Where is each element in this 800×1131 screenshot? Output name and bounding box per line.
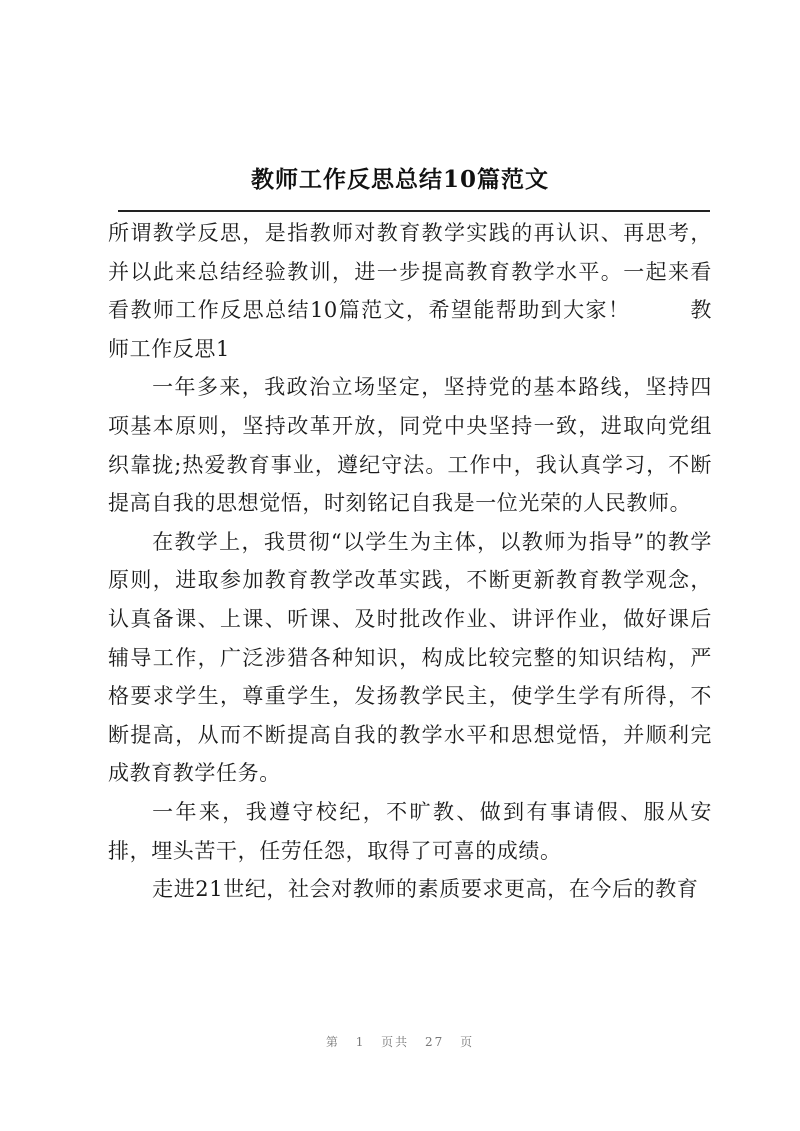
document-title: 教师工作反思总结10篇范文: [250, 166, 549, 193]
intro-text: 所谓教学反思，是指教师对教育教学实践的再认识、再思考，并以此来总结经验教训，进一步提高教育教学水平。一起来看看教师工作反思总结10篇范文，希望能帮助到大家！: [108, 221, 712, 323]
document-body: [108, 214, 712, 909]
section-heading: 教师工作反思1: [108, 298, 712, 361]
footer-total-pages: 27: [425, 1035, 445, 1049]
intro-paragraph: [108, 214, 712, 368]
title-underline: [118, 210, 710, 212]
body-paragraph-1: 一年多来，我政治立场坚定，坚持党的基本路线，坚持四项基本原则，坚持改革开放，同党中央坚持一致，进取向党组织靠拢;热爱教育事业，遵纪守法。工作中，我认真学习，不断提高自我的思想觉悟，时刻铭记自我是一位光荣的人民教师。: [108, 375, 712, 516]
footer-label-of: 页共: [381, 1035, 410, 1049]
body-paragraph-4: 走进21世纪，社会对教师的素质要求更高，在今后的教育: [152, 877, 699, 902]
footer-label-pages: 页: [460, 1035, 475, 1049]
footer-current-page: 1: [355, 1035, 366, 1049]
body-paragraph-2: 在教学上，我贯彻“以学生为主体，以教师为指导”的教学原则，进取参加教育教学改革实践，不断更新教育教学观念，认真备课、上课、听课、及时批改作业、讲评作业，做好课后辅导工作，广泛涉猎各种知识，构成比较完整的知识结构，严格要求学生，尊重学生，发扬教学民主，使学生学有所得，不断提高，从而不断提高自我的教学水平和思想觉悟，并顺利完成教育教学任务。: [108, 529, 712, 786]
footer-label-page: 第: [325, 1035, 340, 1049]
body-paragraph-3: 一年来，我遵守校纪，不旷教、做到有事请假、服从安排，埋头苦干，任劳任怨，取得了可喜的成绩。: [108, 799, 712, 863]
page-footer: [0, 1033, 800, 1050]
